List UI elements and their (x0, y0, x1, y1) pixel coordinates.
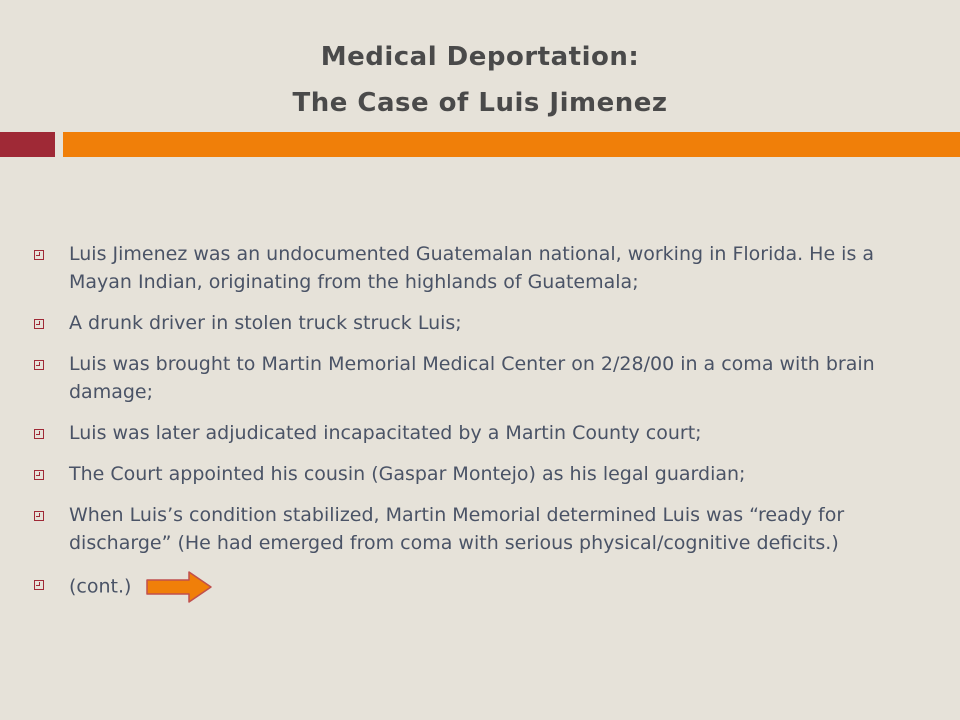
square-bullet-icon (34, 429, 44, 439)
square-bullet-icon (34, 470, 44, 480)
bullet-text: Luis was brought to Martin Memorial Medical Center on 2/28/00 in a coma with brain damage; (69, 353, 875, 403)
bullet-list (34, 240, 934, 617)
bullet-text: When Luis’s condition stabilized, Martin Memorial determined Luis was “ready for discharge” (He had emerged from coma with serious physical/cognitive deficits.) (69, 504, 845, 554)
square-bullet-icon (34, 250, 44, 260)
title-line-1: Medical Deportation: (320, 42, 640, 72)
title-rule-orange (63, 132, 960, 157)
square-bullet-icon (34, 511, 44, 521)
bullet-item (34, 501, 934, 557)
bullet-item (34, 460, 934, 488)
square-bullet-icon (34, 360, 44, 370)
bullet-item (34, 419, 934, 447)
square-bullet-icon (34, 319, 44, 329)
bullet-item (34, 350, 934, 406)
bullet-text: Luis Jimenez was an undocumented Guatemalan national, working in Florida. He is a Mayan Indian, originating from the highlands of Guatemala; (69, 243, 875, 293)
bullet-text: The Court appointed his cousin (Gaspar Montejo) as his legal guardian; (69, 463, 746, 485)
slide-title (0, 34, 960, 126)
title-rule-red (0, 132, 55, 157)
bullet-text: A drunk driver in stolen truck struck Luis; (69, 312, 462, 334)
right-arrow-icon[interactable] (145, 570, 213, 604)
square-bullet-icon (34, 580, 44, 590)
title-line-2: The Case of Luis Jimenez (292, 88, 668, 118)
bullet-text: Luis was later adjudicated incapacitated by a Martin County court; (69, 422, 702, 444)
bullet-item (34, 240, 934, 296)
bullet-text: (cont.) (69, 575, 132, 598)
bullet-item (34, 570, 934, 604)
bullet-item (34, 309, 934, 337)
